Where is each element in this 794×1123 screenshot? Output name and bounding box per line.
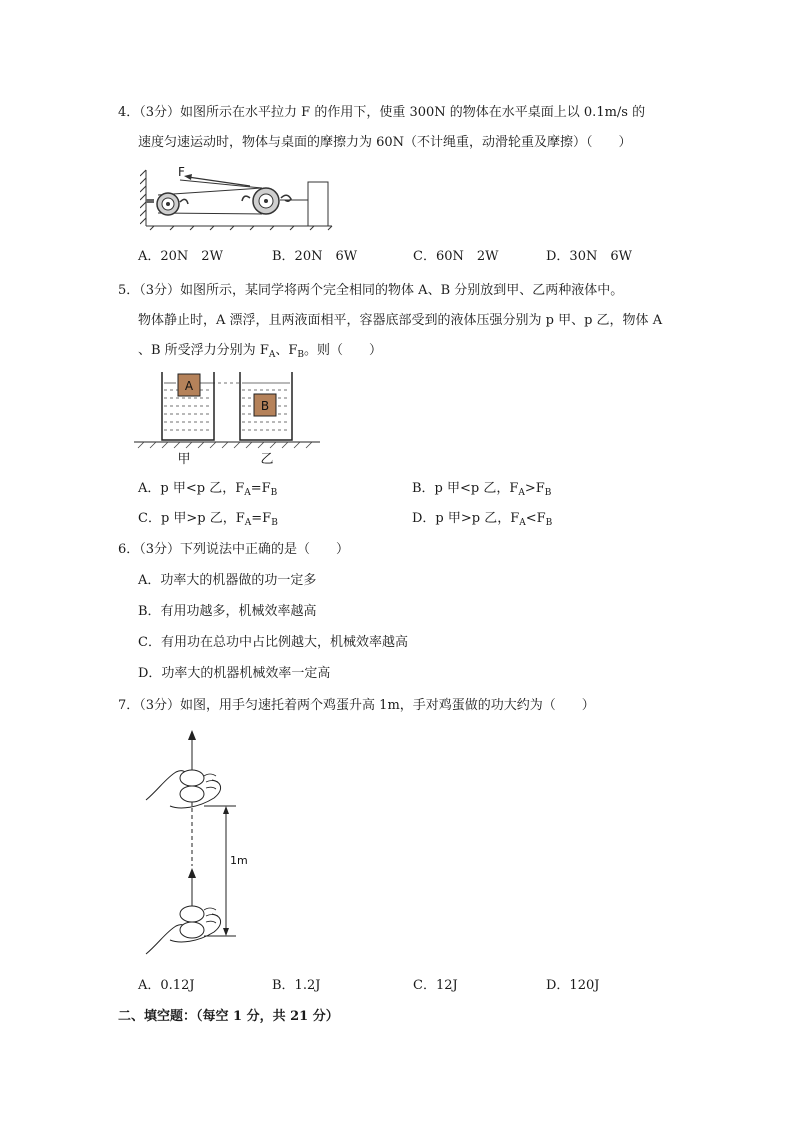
q5-option-d[interactable]: D．p 甲>p 乙，$F_A<F_B$ [412,511,553,528]
q5-stem-line2: 物体静止时，A 漂浮，且两液面相平，容器底部受到的液体压强分别为 p 甲、p 乙，物体 A [138,313,663,328]
q5-option-a[interactable]: A．p 甲<p 乙，$F_A=F_B$ [138,481,278,498]
q5-option-b[interactable]: B．p 甲<p 乙，$F_A>F_B$ [412,481,552,498]
section-2-title: 二、填空题：（每空 1 分，共 21 分） [118,1009,339,1024]
block-a-label: A [184,379,194,393]
q4-option-b[interactable]: B．20N 6W [272,249,358,264]
height-label: 1m [230,854,248,867]
q7-option-c[interactable]: C．12J [413,978,458,993]
q7-option-a[interactable]: A．0.12J [138,978,195,993]
q4-stem-line2: 速度匀速运动时，物体与桌面的摩擦力为 60N（不计绳重，动滑轮重及摩擦）（ ） [138,135,632,150]
containers-figure [134,368,324,468]
q4-option-a[interactable]: A．20N 2W [138,249,223,264]
q6-stem: 6．（3分）下列说法中正确的是（ ） [118,542,350,557]
force-label: F [178,165,185,179]
q4-option-d[interactable]: D．30N 6W [546,249,632,264]
pulley-figure [140,162,340,232]
q5-stem-line3: 、B 所受浮力分别为 $F_A$、$F_B$。则（ ） [138,343,383,360]
container-label-right: 乙 [260,452,274,467]
q5-option-c[interactable]: C．p 甲>p 乙，$F_A=F_B$ [138,511,278,528]
q7-option-d[interactable]: D．120J [546,978,600,993]
q7-option-b[interactable]: B．1.2J [272,978,321,993]
q5-stem-line1: 5．（3分）如图所示，某同学将两个完全相同的物体 A、B 分别放到甲、乙两种液体中。 [118,283,624,298]
eggs-figure [140,728,260,960]
q4-stem-line1: 4．（3分）如图所示在水平拉力 F 的作用下，使重 300N 的物体在水平桌面上以 0.1m/s 的 [118,105,646,120]
q7-stem: 7．（3分）如图，用手匀速托着两个鸡蛋升高 1m，手对鸡蛋做的功大约为（ ） [118,698,595,713]
q6-option-a[interactable]: A．功率大的机器做的功一定多 [138,573,317,588]
q6-option-b[interactable]: B．有用功越多，机械效率越高 [138,604,317,619]
q6-option-c[interactable]: C．有用功在总功中占比例越大，机械效率越高 [138,635,408,650]
container-label-left: 甲 [177,452,191,467]
q6-option-d[interactable]: D．功率大的机器机械效率一定高 [138,666,331,681]
block-b-label: B [260,399,270,413]
q4-option-c[interactable]: C．60N 2W [413,249,499,264]
